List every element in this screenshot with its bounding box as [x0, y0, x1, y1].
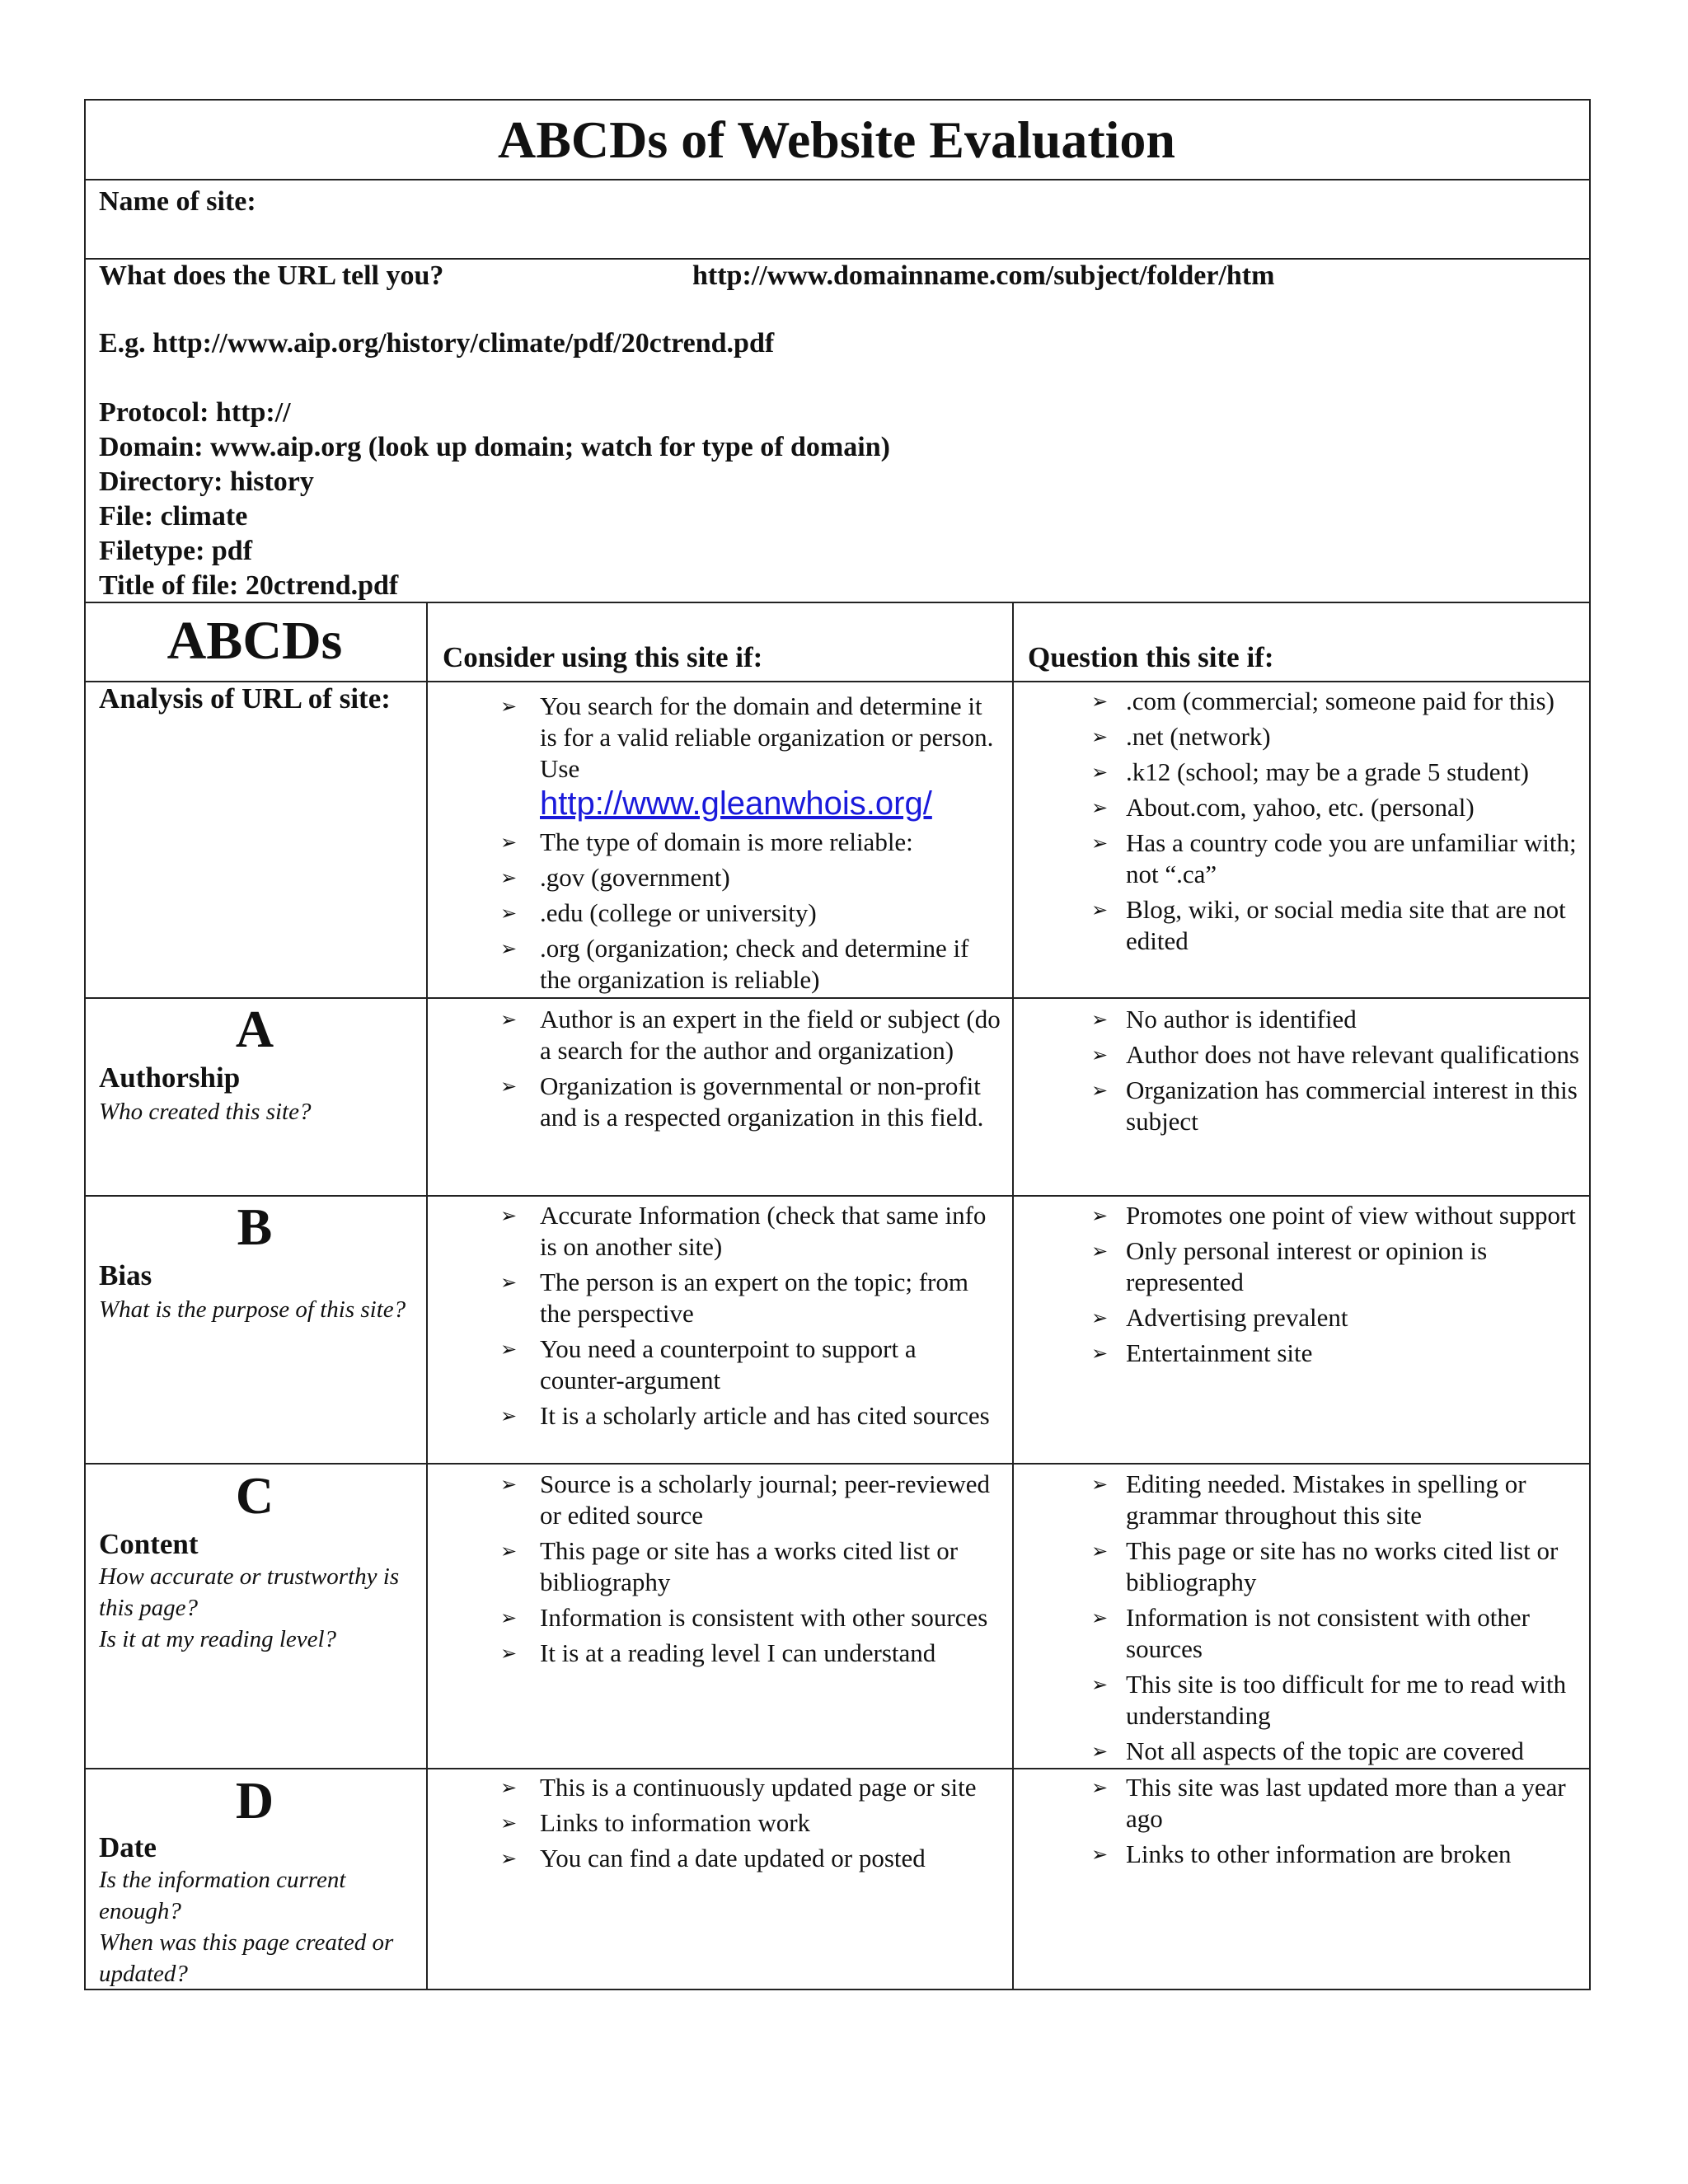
list-item-text: It is a scholarly article and has cited sources — [540, 1401, 990, 1430]
list-item-text: Has a country code you are unfamiliar with; not “.ca” — [1126, 828, 1577, 888]
list-item-text: .k12 (school; may be a grade 5 student) — [1126, 757, 1529, 786]
list-item — [462, 1469, 1006, 1531]
list-item — [1078, 1602, 1582, 1665]
authorship-question-list — [1078, 1004, 1582, 1141]
list-item — [462, 1638, 1006, 1669]
list-item — [1078, 1004, 1582, 1035]
list-item-text: Editing needed. Mistakes in spelling or grammar throughout this site — [1126, 1469, 1526, 1530]
list-item — [1078, 1302, 1582, 1333]
list-item-text: Only personal interest or opinion is represented — [1126, 1236, 1488, 1296]
arrowhead-bullet-icon: ➢ — [499, 1271, 518, 1294]
list-item-text: This is a continuously updated page or site — [540, 1773, 977, 1802]
list-item — [462, 1535, 1006, 1598]
list-item — [1078, 757, 1582, 788]
gleanwhois-link[interactable]: http://www.gleanwhois.org/ — [540, 785, 932, 822]
abcds-header: ABCDs — [166, 611, 343, 671]
arrowhead-bullet-icon: ➢ — [1090, 690, 1109, 713]
arrowhead-bullet-icon: ➢ — [499, 831, 518, 854]
arrowhead-bullet-icon: ➢ — [1090, 1606, 1109, 1629]
analysis-consider-list — [462, 691, 1006, 1000]
arrowhead-bullet-icon: ➢ — [1090, 1204, 1109, 1227]
list-item — [462, 1602, 1006, 1633]
list-item — [1078, 792, 1582, 823]
list-item-text: Organization is governmental or non-profit and is a respected organization in this field. — [540, 1071, 984, 1132]
list-item — [1078, 1669, 1582, 1732]
list-item-text: .edu (college or university) — [540, 898, 817, 927]
list-item-text: Not all aspects of the topic are covered — [1126, 1736, 1524, 1765]
list-item-text: Source is a scholarly journal; peer-reviewed or edited source — [540, 1469, 990, 1530]
arrowhead-bullet-icon: ➢ — [499, 1473, 518, 1496]
arrowhead-bullet-icon: ➢ — [1090, 1342, 1109, 1365]
list-item-text: No author is identified — [1126, 1005, 1357, 1033]
list-item-text: About.com, yahoo, etc. (personal) — [1126, 793, 1475, 822]
arrowhead-bullet-icon: ➢ — [499, 937, 518, 960]
content-question-list — [1078, 1469, 1582, 1771]
list-item — [1078, 721, 1582, 752]
list-item — [1078, 1338, 1582, 1369]
analysis-question-list — [1078, 686, 1582, 961]
arrowhead-bullet-icon: ➢ — [1090, 1473, 1109, 1496]
arrowhead-bullet-icon: ➢ — [1090, 1008, 1109, 1031]
list-item-text: It is at a reading level I can understand — [540, 1638, 936, 1667]
date-consider-list — [462, 1772, 1006, 1878]
arrowhead-bullet-icon: ➢ — [1090, 1043, 1109, 1066]
url-example: E.g. http://www.aip.org/history/climate/pdf/20ctrend.pdf — [99, 328, 775, 359]
list-item — [462, 1004, 1006, 1066]
list-item — [1078, 827, 1582, 890]
list-item-text: Author is an expert in the field or subject (do a search for the author and organization) — [540, 1005, 1001, 1065]
arrowhead-bullet-icon: ➢ — [499, 1204, 518, 1227]
list-item-text: Advertising prevalent — [1126, 1303, 1348, 1332]
question-header: Question this site if: — [1028, 641, 1274, 673]
list-item — [462, 1843, 1006, 1874]
arrowhead-bullet-icon: ➢ — [499, 1008, 518, 1031]
arrowhead-bullet-icon: ➢ — [499, 1540, 518, 1563]
url-pattern: http://www.domainname.com/subject/folder/htm — [692, 260, 1275, 291]
list-item — [462, 1772, 1006, 1803]
url-protocol: Protocol: http:// — [99, 397, 291, 428]
list-item — [462, 1807, 1006, 1839]
url-breakdown — [99, 396, 890, 603]
list-item-text: Links to information work — [540, 1808, 811, 1837]
arrowhead-bullet-icon: ➢ — [499, 1811, 518, 1835]
arrowhead-bullet-icon: ➢ — [499, 1404, 518, 1427]
category-letter-d: D — [235, 1771, 274, 1830]
category-name-authorship: Authorship — [99, 1062, 241, 1094]
category-questions — [99, 1561, 412, 1655]
category-question: Is it at my reading level? — [99, 1626, 337, 1652]
arrowhead-bullet-icon: ➢ — [499, 1776, 518, 1799]
analysis-label: Analysis of URL of site: — [99, 682, 391, 715]
list-item-text: Entertainment site — [1126, 1338, 1313, 1367]
arrowhead-bullet-icon: ➢ — [499, 1338, 518, 1361]
url-title-of-file: Title of file: 20ctrend.pdf — [99, 570, 399, 601]
name-of-site-label: Name of site: — [99, 186, 256, 217]
list-item-text: Author does not have relevant qualifications — [1126, 1040, 1580, 1069]
url-domain: Domain: www.aip.org (look up domain; watch for type of domain) — [99, 432, 890, 462]
content-consider-list — [462, 1469, 1006, 1673]
list-item-text: .org (organization; check and determine if the organization is reliable) — [540, 934, 969, 994]
list-item — [462, 898, 1006, 929]
table-divider-b — [84, 1463, 1591, 1465]
consider-header: Consider using this site if: — [443, 641, 763, 673]
arrowhead-bullet-icon: ➢ — [1090, 761, 1109, 784]
category-name-content: Content — [99, 1528, 199, 1560]
url-filetype: Filetype: pdf — [99, 536, 253, 566]
list-item — [1078, 1039, 1582, 1071]
list-item-text: This page or site has no works cited list or bibliography — [1126, 1536, 1559, 1596]
category-letter-b: B — [237, 1197, 273, 1256]
category-question: Is the information current enough? — [99, 1867, 346, 1924]
list-item-text: This site is too difficult for me to read with understanding — [1126, 1670, 1567, 1730]
category-letter-c: C — [235, 1466, 274, 1525]
arrowhead-bullet-icon: ➢ — [1090, 1843, 1109, 1866]
arrowhead-bullet-icon: ➢ — [1090, 725, 1109, 748]
table-border-right — [1589, 99, 1591, 1990]
arrowhead-bullet-icon: ➢ — [1090, 1240, 1109, 1263]
list-item — [1078, 1200, 1582, 1231]
category-questions — [99, 1864, 412, 1990]
category-question: How accurate or trustworthy is this page? — [99, 1563, 400, 1621]
list-item — [1078, 1235, 1582, 1298]
table-col-divider-2 — [1012, 602, 1014, 1990]
list-item-text: You need a counterpoint to support a counter-argument — [540, 1334, 917, 1394]
arrowhead-bullet-icon: ➢ — [499, 1606, 518, 1629]
list-item — [462, 1200, 1006, 1263]
list-item-text: Promotes one point of view without support — [1126, 1201, 1576, 1230]
list-item-text: .com (commercial; someone paid for this) — [1126, 687, 1554, 715]
arrowhead-bullet-icon: ➢ — [1090, 898, 1109, 921]
arrowhead-bullet-icon: ➢ — [499, 1642, 518, 1665]
arrowhead-bullet-icon: ➢ — [1090, 832, 1109, 855]
arrowhead-bullet-icon: ➢ — [499, 902, 518, 925]
list-item-text: This page or site has a works cited list or bibliography — [540, 1536, 959, 1596]
authorship-consider-list — [462, 1004, 1006, 1137]
arrowhead-bullet-icon: ➢ — [1090, 1079, 1109, 1102]
list-item-text: The type of domain is more reliable: — [540, 827, 913, 856]
category-question: Who created this site? — [99, 1099, 312, 1125]
list-item — [1078, 894, 1582, 957]
category-name-date: Date — [99, 1831, 157, 1863]
list-item — [462, 862, 1006, 893]
bias-question-list — [1078, 1200, 1582, 1373]
category-question: What is the purpose of this site? — [99, 1296, 406, 1323]
list-item — [462, 827, 1006, 858]
arrowhead-bullet-icon: ➢ — [1090, 796, 1109, 819]
list-item-text: You can find a date updated or posted — [540, 1844, 926, 1872]
list-item — [1078, 1469, 1582, 1531]
list-item-text: Information is not consistent with other sources — [1126, 1603, 1530, 1663]
table-col-divider-1 — [426, 602, 428, 1990]
list-item-text: Blog, wiki, or social media site that are not edited — [1126, 895, 1566, 955]
arrowhead-bullet-icon: ➢ — [1090, 1740, 1109, 1763]
list-item — [462, 1400, 1006, 1432]
bias-consider-list — [462, 1200, 1006, 1436]
list-item — [462, 1267, 1006, 1329]
arrowhead-bullet-icon: ➢ — [1090, 1540, 1109, 1563]
category-name-bias: Bias — [99, 1259, 152, 1291]
arrowhead-bullet-icon: ➢ — [499, 695, 518, 718]
list-item — [1078, 686, 1582, 717]
list-item — [1078, 1772, 1582, 1835]
arrowhead-bullet-icon: ➢ — [499, 1075, 518, 1098]
list-item — [462, 1071, 1006, 1133]
date-question-list — [1078, 1772, 1582, 1874]
list-item-text: .net (network) — [1126, 722, 1271, 751]
url-file: File: climate — [99, 501, 248, 532]
arrowhead-bullet-icon: ➢ — [499, 866, 518, 889]
list-item — [1078, 1075, 1582, 1137]
list-item-text: The person is an expert on the topic; from the perspective — [540, 1268, 968, 1328]
list-item — [462, 691, 1006, 823]
url-question: What does the URL tell you? — [99, 260, 444, 291]
list-item-text: This site was last updated more than a year ago — [1126, 1773, 1566, 1833]
list-item — [1078, 1535, 1582, 1598]
list-item — [462, 1333, 1006, 1396]
arrowhead-bullet-icon: ➢ — [1090, 1776, 1109, 1799]
list-item-text: Organization has commercial interest in this subject — [1126, 1076, 1578, 1136]
category-question: When was this page created or updated? — [99, 1929, 394, 1987]
arrowhead-bullet-icon: ➢ — [1090, 1673, 1109, 1696]
list-item — [1078, 1839, 1582, 1870]
list-item — [1078, 1736, 1582, 1767]
url-directory: Directory: history — [99, 466, 314, 497]
list-item-text: Links to other information are broken — [1126, 1840, 1512, 1868]
category-letter-a: A — [235, 1000, 274, 1058]
list-item-text: Information is consistent with other sources — [540, 1603, 988, 1632]
list-item-text: You search for the domain and determine it is for a valid reliable organization or person. Use — [540, 691, 994, 783]
page-title: ABCDs of Website Evaluation — [497, 110, 1176, 169]
list-item-text: Accurate Information (check that same info is on another site) — [540, 1201, 987, 1261]
arrowhead-bullet-icon: ➢ — [499, 1847, 518, 1870]
list-item-text: .gov (government) — [540, 863, 730, 892]
arrowhead-bullet-icon: ➢ — [1090, 1306, 1109, 1329]
list-item — [462, 933, 1006, 996]
